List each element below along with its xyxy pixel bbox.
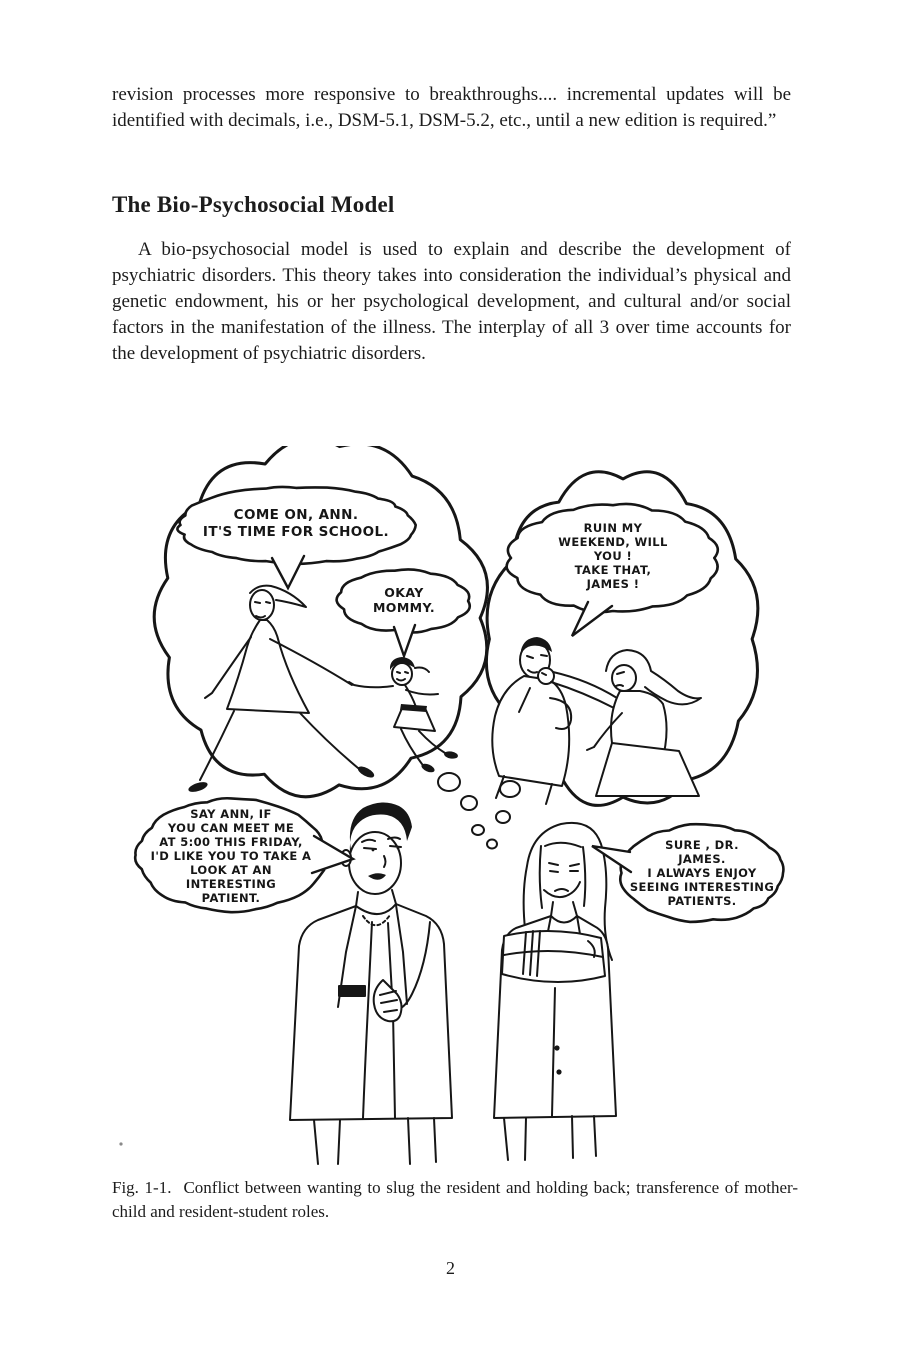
cartoon-drawing [100, 446, 800, 1168]
svg-text:AT 5:00 THIS FRIDAY,: AT 5:00 THIS FRIDAY, [159, 835, 303, 849]
svg-text:JAMES !: JAMES ! [586, 577, 640, 591]
figure-caption [112, 1176, 798, 1224]
svg-text:JAMES.: JAMES. [678, 852, 726, 866]
svg-text:PATIENTS.: PATIENTS. [667, 894, 737, 908]
svg-text:I'D LIKE YOU TO TAKE A: I'D LIKE YOU TO TAKE A [150, 849, 312, 863]
thought-trail-bubbles [438, 773, 520, 849]
svg-text:COME ON, ANN.: COME ON, ANN. [233, 507, 359, 523]
intro-paragraph: revision processes more responsive to breakthroughs.... incremental updates will be identified with decimals, i.e., DSM-5.1, DSM-5.2, etc., until a new edition is required.” [112, 84, 791, 131]
svg-text:INTERESTING: INTERESTING [185, 877, 277, 891]
svg-text:YOU !: YOU ! [593, 549, 633, 563]
svg-text:OKAY: OKAY [384, 585, 424, 600]
svg-text:SAY ANN, IF: SAY ANN, IF [190, 807, 272, 821]
figure-caption-label: Fig. 1-1. [112, 1178, 172, 1197]
speech-bubble-say-ann [135, 798, 353, 912]
figure-cartoon [100, 446, 800, 1168]
student-figure [494, 823, 616, 1160]
svg-text:IT'S TIME FOR SCHOOL.: IT'S TIME FOR SCHOOL. [202, 524, 390, 540]
svg-text:LOOK AT AN: LOOK AT AN [190, 863, 272, 877]
svg-text:PATIENT.: PATIENT. [201, 891, 261, 905]
svg-text:WEEKEND, WILL: WEEKEND, WILL [558, 535, 668, 549]
svg-text:SURE , DR.: SURE , DR. [665, 838, 739, 852]
page-number: 2 [446, 1258, 455, 1278]
speech-bubble-sure-dr-james [592, 824, 783, 922]
svg-text:TAKE THAT,: TAKE THAT, [574, 563, 652, 577]
svg-text:MOMMY.: MOMMY. [372, 600, 436, 615]
section-heading: The Bio-Psychosocial Model [112, 192, 395, 217]
svg-text:I ALWAYS ENJOY: I ALWAYS ENJOY [647, 866, 757, 880]
svg-text:RUIN MY: RUIN MY [583, 521, 643, 535]
paper-speck [119, 1142, 122, 1145]
svg-text:YOU CAN MEET ME: YOU CAN MEET ME [167, 821, 295, 835]
figure-caption-text: Conflict between wanting to slug the resident and holding back; transference of mother-child and resident-student roles. [112, 1178, 798, 1221]
svg-text:SEEING INTERESTING: SEEING INTERESTING [629, 880, 775, 894]
section-paragraph: A bio-psychosocial model is used to explain and describe the development of psychiatric disorders. This theory takes into consideration the individual’s physical and genetic endowment, his or her psychological development, and cultural and/or social factors in the manifestation of the illness. The interplay of all 3 over time accounts for the development of psychiatric disorders. [112, 239, 791, 364]
